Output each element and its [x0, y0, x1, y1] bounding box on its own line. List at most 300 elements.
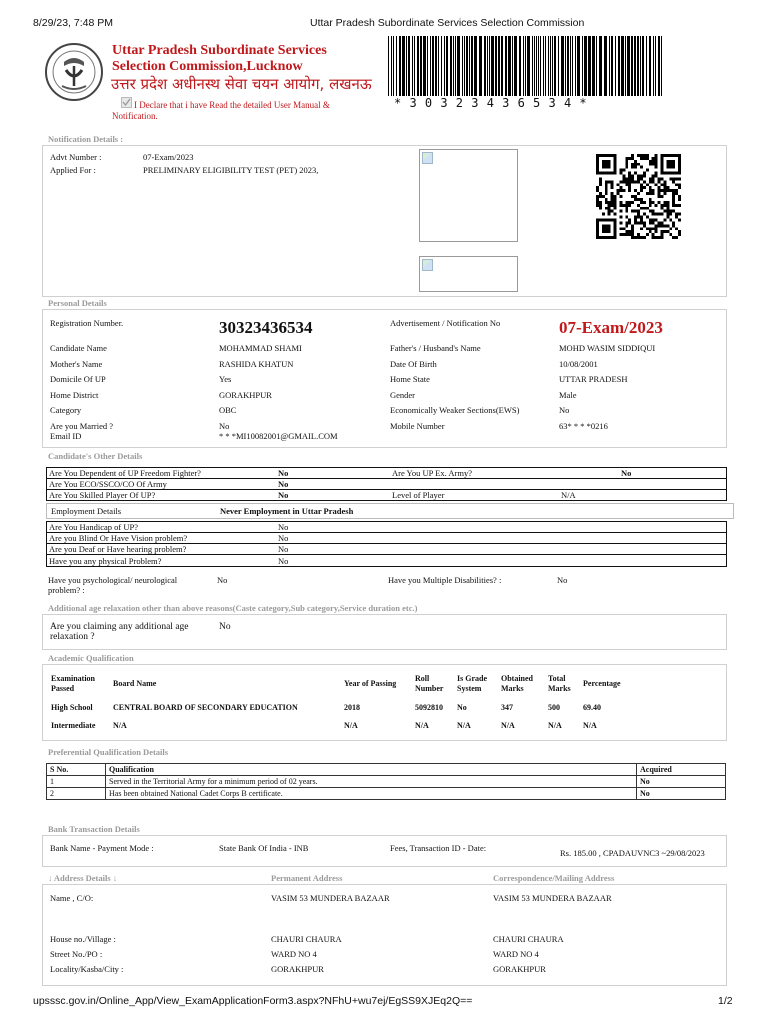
col-board-name: Board Name: [113, 679, 157, 688]
barcode-bar: [432, 36, 434, 96]
qr-module: [614, 204, 617, 207]
qr-module: [658, 195, 661, 198]
barcode-bar: [637, 36, 639, 96]
address-name-correspondence: VASIM 53 MUNDERA BAZAAR: [493, 893, 612, 903]
barcode-bar: [592, 36, 595, 96]
qr-module: [634, 172, 637, 175]
qr-module: [637, 163, 640, 166]
qr-module: [655, 230, 658, 233]
personal-row: [50, 343, 720, 359]
cell: Has been obtained National Cadet Corps B certificate.: [106, 788, 637, 800]
qr-module: [640, 201, 643, 204]
qr-module: [599, 195, 602, 198]
col-acquired: Acquired: [637, 764, 726, 776]
personal-value-right: MOHD WASIM SIDDIQUI: [559, 343, 656, 353]
barcode-bar: [438, 36, 439, 96]
barcode-bar: [575, 36, 576, 96]
qr-module: [602, 213, 605, 216]
qr-module: [619, 172, 622, 175]
qr-module: [666, 210, 669, 213]
barcode-bar: [495, 36, 497, 96]
physical-label: Have you any physical Problem?: [47, 555, 277, 567]
qr-module: [652, 177, 655, 180]
barcode-bar: [464, 36, 465, 96]
personal-row: [50, 421, 720, 431]
email-value: * * *MI10082001@GMAIL.COM: [219, 430, 338, 441]
personal-section-title: Personal Details: [48, 298, 107, 308]
qr-module: [614, 213, 617, 216]
qr-module: [666, 230, 669, 233]
qr-module: [675, 213, 678, 216]
qr-module: [678, 230, 681, 233]
personal-row: [50, 374, 720, 390]
qr-module: [672, 204, 675, 207]
qr-module: [660, 213, 663, 216]
qr-module: [652, 163, 655, 166]
personal-value-left: RASHIDA KHATUN: [219, 358, 294, 369]
print-datetime: 8/29/23, 7:48 PM: [33, 17, 113, 29]
qr-module: [666, 189, 669, 192]
table-header-row: [47, 764, 726, 776]
barcode-bar: [441, 36, 442, 96]
freedom-value: No: [276, 468, 390, 479]
qr-module: [625, 207, 628, 210]
cell: N/A: [583, 721, 597, 730]
qr-module: [640, 186, 643, 189]
fees-value: Rs. 185.00 , CPADAUVNC3 ~29/08/2023: [560, 848, 705, 858]
qr-module: [663, 210, 666, 213]
barcode-bar: [615, 36, 616, 96]
handicap-label: Are You Handicap of UP?: [47, 522, 277, 533]
qr-module: [649, 221, 652, 224]
qr-module: [658, 224, 661, 227]
address-name-label: Name , C/O:: [50, 893, 94, 903]
qr-module: [652, 233, 655, 236]
personal-label-left: Home District: [50, 389, 99, 400]
qr-module: [652, 213, 655, 216]
qr-module: [625, 201, 628, 204]
qr-module: [652, 236, 655, 239]
qr-module: [646, 157, 649, 160]
qr-module: [666, 160, 675, 169]
personal-value-right: 63* * * *0216: [559, 420, 608, 431]
qr-module: [596, 201, 599, 204]
qr-module: [631, 180, 634, 183]
correspondence-address-title: Correspondence/Mailing Address: [493, 873, 615, 883]
personal-value-left: GORAKHPUR: [219, 389, 272, 400]
age-answer: No: [219, 622, 231, 632]
freedom-label: Are You Dependent of UP Freedom Fighter?: [47, 468, 277, 479]
barcode-bar: [599, 36, 602, 96]
qr-module: [614, 195, 617, 198]
barcode-bar: [550, 36, 551, 96]
qr-module: [628, 189, 631, 192]
barcode-bar: [627, 36, 630, 96]
qr-module: [625, 157, 628, 160]
personal-value-left: MOHAMMAD SHAMI: [219, 343, 302, 353]
qr-module: [655, 175, 658, 178]
barcode-bar: [484, 36, 486, 96]
qr-module: [599, 180, 602, 183]
barcode-bar: [408, 36, 410, 96]
qr-module: [628, 180, 631, 183]
qr-module: [649, 163, 652, 166]
psych-label: Have you psychological/ neurological problem? :: [48, 575, 178, 595]
col-obtained: Obtained Marks: [501, 674, 534, 693]
qr-module: [675, 227, 678, 230]
qr-module: [643, 157, 646, 160]
cell: 500: [548, 703, 560, 712]
qr-module: [637, 154, 640, 157]
personal-value-left: Yes: [219, 374, 232, 384]
qr-module: [631, 230, 634, 233]
employment-label: Employment Details: [51, 506, 122, 516]
barcode-bar: [640, 36, 641, 96]
cell: N/A: [415, 721, 429, 730]
qr-module: [596, 204, 599, 207]
barcode-bar: [519, 36, 521, 96]
barcode-bar: [543, 36, 544, 96]
qr-module: [622, 169, 625, 172]
age-question: Are you claiming any additional age relaxation ?: [50, 622, 189, 642]
qr-module: [608, 204, 611, 207]
qr-module: [658, 186, 661, 189]
qr-module: [605, 192, 608, 195]
barcode-bar: [393, 36, 394, 96]
barcode-bar: [536, 36, 537, 96]
upsssc-seal-logo: [44, 42, 104, 102]
qr-module: [634, 218, 637, 221]
qr-module: [628, 233, 631, 236]
qr-module: [631, 201, 634, 204]
qr-module: [637, 216, 640, 219]
qr-module: [646, 233, 649, 236]
barcode-bar: [554, 36, 556, 96]
qr-module: [655, 163, 658, 166]
qr-module: [675, 236, 678, 239]
qr-module: [625, 221, 628, 224]
qr-module: [640, 236, 643, 239]
qr-module: [649, 160, 652, 163]
address-street-label: Street No./PO :: [50, 949, 103, 959]
blind-value: No: [276, 533, 727, 544]
barcode-bar: [489, 36, 490, 96]
barcode-bar: [527, 36, 530, 96]
qr-module: [611, 210, 614, 213]
qr-module: [637, 210, 640, 213]
barcode-bar: [450, 36, 452, 96]
barcode-bar: [453, 36, 454, 96]
qr-module: [675, 189, 678, 192]
qr-module: [655, 218, 658, 221]
qr-module: [634, 198, 637, 201]
qr-module: [599, 192, 602, 195]
personal-label-left: Mother's Name: [50, 358, 103, 369]
qr-module: [663, 189, 666, 192]
barcode-bar: [561, 36, 564, 96]
qr-module: [631, 175, 634, 178]
qr-module: [646, 183, 649, 186]
barcode-bar: [508, 36, 511, 96]
age-section-title: Additional age relaxation other than above reasons(Caste category,Sub category,Service duration etc.): [48, 603, 418, 613]
qr-module: [628, 230, 631, 233]
cell: 2: [47, 788, 106, 800]
barcode-bar: [514, 36, 517, 96]
qr-module: [605, 198, 608, 201]
qr-module: [649, 189, 652, 192]
cell: N/A: [113, 721, 127, 730]
col-percentage: Percentage: [583, 679, 621, 688]
qr-module: [649, 204, 652, 207]
qr-module: [611, 201, 614, 204]
qr-module: [660, 204, 663, 207]
qr-module: [637, 204, 640, 207]
cell: N/A: [548, 721, 562, 730]
qr-module: [655, 172, 658, 175]
qr-module: [611, 180, 614, 183]
qr-module: [640, 154, 643, 157]
qr-module: [640, 221, 643, 224]
barcode-bar: [658, 36, 660, 96]
qr-module: [619, 186, 622, 189]
qr-module: [649, 227, 652, 230]
table-row: [47, 490, 727, 501]
barcode-bar: [427, 36, 428, 96]
qr-module: [640, 198, 643, 201]
personal-value-left: OBC: [219, 405, 237, 415]
qr-module: [672, 224, 675, 227]
qr-module: [637, 213, 640, 216]
level-value: N/A: [561, 490, 576, 500]
qr-module: [614, 207, 617, 210]
qr-module: [614, 198, 617, 201]
barcode-bar: [501, 36, 503, 96]
barcode-bar: [474, 36, 477, 96]
qr-module: [605, 201, 608, 204]
qr-module: [658, 189, 661, 192]
qr-module: [634, 236, 637, 239]
qr-module: [658, 192, 661, 195]
address-locality-label: Locality/Kasba/City :: [50, 964, 124, 974]
qr-module: [602, 160, 611, 169]
cell: 1: [47, 776, 106, 788]
employment-value: Never Employment in Uttar Pradesh: [220, 506, 354, 516]
qr-module: [631, 154, 634, 157]
qr-module: [663, 180, 666, 183]
qr-module: [605, 189, 608, 192]
barcode-bar: [661, 36, 662, 96]
qr-module: [663, 192, 666, 195]
barcode-bar: [455, 36, 456, 96]
cell: High School: [51, 703, 93, 712]
qr-module: [634, 166, 637, 169]
barcode-bar: [642, 36, 644, 96]
qr-module: [643, 186, 646, 189]
applied-for-label: Applied For :: [50, 165, 96, 175]
qr-module: [643, 224, 646, 227]
personal-label-right: Father's / Husband's Name: [390, 343, 481, 353]
address-house-correspondence: CHAURI CHAURA: [493, 934, 564, 944]
registration-label: Registration Number.: [50, 318, 124, 328]
print-url: upsssc.gov.in/Online_App/View_ExamApplicationForm3.aspx?NFhU+wu7ej/EgSS9XJEq2Q==: [33, 995, 473, 1007]
qr-module: [675, 216, 678, 219]
exarmy-value: No: [619, 468, 727, 479]
barcode-bar: [491, 36, 494, 96]
personal-row: [50, 405, 720, 421]
qr-module: [637, 236, 640, 239]
qr-module: [652, 218, 655, 221]
qr-module: [628, 201, 631, 204]
qr-module: [672, 210, 675, 213]
advertisement-value: 07-Exam/2023: [559, 318, 663, 337]
qr-module: [669, 189, 672, 192]
barcode-bar: [487, 36, 488, 96]
qr-module: [658, 221, 661, 224]
barcode-bar: [621, 36, 624, 96]
qr-module: [628, 218, 631, 221]
personal-row: [50, 359, 720, 375]
qr-module: [634, 163, 637, 166]
qr-module: [640, 166, 643, 169]
qr-module: [672, 192, 675, 195]
qr-module: [675, 177, 678, 180]
qr-module: [660, 221, 663, 224]
col-grade: Is Grade System: [457, 674, 487, 693]
qr-module: [622, 177, 625, 180]
qr-module: [608, 213, 611, 216]
cell: 69.40: [583, 703, 601, 712]
qr-module: [649, 230, 652, 233]
qr-module: [643, 207, 646, 210]
address-section-title: ↓ Address Details ↓: [48, 873, 118, 883]
col-sno: S No.: [47, 764, 106, 776]
print-page-title: Uttar Pradesh Subordinate Services Selection Commission: [310, 17, 585, 29]
qr-module: [628, 172, 631, 175]
qr-module: [628, 175, 631, 178]
barcode-bar: [545, 36, 546, 96]
qr-module: [669, 218, 672, 221]
qr-module: [596, 186, 599, 189]
qr-module: [649, 186, 652, 189]
qr-module: [663, 183, 666, 186]
qr-module: [622, 189, 625, 192]
qr-module: [625, 180, 628, 183]
barcode-bar: [534, 36, 535, 96]
qr-module: [611, 192, 614, 195]
barcode-bar: [596, 36, 597, 96]
barcode-bar: [634, 36, 636, 96]
barcode-bar: [471, 36, 473, 96]
personal-label-left: Domicile Of UP: [50, 374, 106, 384]
qr-module: [602, 224, 611, 233]
barcode-bar: [653, 36, 654, 96]
qr-module: [625, 210, 628, 213]
qr-module: [619, 204, 622, 207]
barcode-bar: [466, 36, 468, 96]
personal-label-right: Date Of Birth: [390, 358, 437, 369]
barcode-bar: [558, 36, 559, 96]
qr-module: [678, 204, 681, 207]
personal-value-right: UTTAR PRADESH: [559, 374, 628, 384]
barcode-bar: [577, 36, 580, 96]
declaration-text: I Declare that i have Read the detailed User Manual & Notification.: [112, 100, 330, 121]
qr-module: [669, 227, 672, 230]
qr-module: [619, 180, 622, 183]
qr-module: [666, 186, 669, 189]
barcode-bar: [625, 36, 626, 96]
qr-module: [643, 213, 646, 216]
barcode-bar: [618, 36, 620, 96]
barcode-bar: [523, 36, 524, 96]
barcode-bar: [582, 36, 583, 96]
qr-module: [660, 233, 663, 236]
barcode-bar: [430, 36, 431, 96]
qr-module: [599, 204, 602, 207]
qr-module: [663, 230, 666, 233]
qr-module: [596, 198, 599, 201]
personal-rows: [50, 343, 720, 441]
applied-for-value: PRELIMINARY ELIGIBILITY TEST (PET) 2023,: [143, 165, 319, 175]
qr-module: [643, 236, 646, 239]
qr-module: [619, 195, 622, 198]
barcode-bar: [604, 36, 607, 96]
personal-value-right: No: [559, 405, 570, 415]
qr-module: [637, 180, 640, 183]
qr-module: [663, 201, 666, 204]
qr-module: [666, 224, 669, 227]
employment-row: [46, 503, 734, 519]
barcode-text: * 3 0 3 2 3 4 3 6 5 3 4 *: [394, 96, 588, 110]
advertisement-label: Advertisement / Notification No: [390, 318, 501, 328]
cell: No: [637, 776, 726, 788]
skilled-label: Are You Skilled Player Of UP?: [47, 490, 277, 501]
qr-module: [637, 175, 640, 178]
qr-module: [678, 183, 681, 186]
multi-value: No: [557, 575, 568, 585]
barcode-bar: [540, 36, 541, 96]
cell: CENTRAL BOARD OF SECONDARY EDUCATION: [113, 703, 298, 712]
qr-module: [666, 216, 669, 219]
qr-module: [678, 233, 681, 236]
barcode-bar: [548, 36, 549, 96]
qr-module: [658, 201, 661, 204]
level-label: Level of Player: [390, 490, 619, 501]
qr-module: [596, 189, 599, 192]
qr-module: [628, 186, 631, 189]
qr-module: [672, 201, 675, 204]
qr-module: [660, 230, 663, 233]
qr-module: [660, 195, 663, 198]
qr-module: [652, 192, 655, 195]
qr-module: [631, 163, 634, 166]
qr-module: [608, 210, 611, 213]
qr-module: [622, 233, 625, 236]
qr-module: [646, 216, 649, 219]
barcode-bar: [565, 36, 566, 96]
qr-module: [611, 183, 614, 186]
qr-module: [634, 210, 637, 213]
barcode-bar: [498, 36, 500, 96]
personal-value-right: 10/08/2001: [559, 358, 598, 369]
qr-module: [649, 198, 652, 201]
qr-module: [631, 233, 634, 236]
qr-module: [655, 157, 658, 160]
qr-module: [611, 198, 614, 201]
other-table-1: [46, 467, 727, 501]
qr-module: [646, 227, 649, 230]
qr-module: [663, 186, 666, 189]
qr-module: [640, 189, 643, 192]
